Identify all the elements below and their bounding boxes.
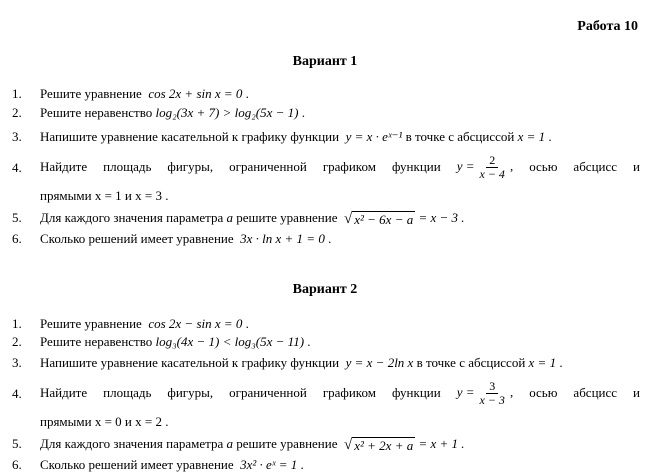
punct: .: [245, 86, 249, 101]
task-number: 4.: [12, 386, 22, 401]
task-text: Напишите уравнение касательной к графику функции: [40, 129, 340, 144]
task-formula: log₃(4x − 1) < log₃(5x − 11): [155, 334, 305, 349]
task-number: 5.: [12, 210, 22, 225]
word: площадь: [103, 159, 152, 174]
task-text: Решите неравенство: [40, 334, 153, 349]
punct: .: [300, 457, 304, 472]
word: графиком: [322, 385, 376, 400]
radicand: x² + 2x + a: [354, 438, 414, 454]
task-formula: cos 2x − sin x = 0: [148, 316, 243, 331]
task-number: 4.: [12, 160, 22, 175]
word: фигуры,: [167, 159, 214, 174]
func-lhs: y =: [456, 383, 475, 399]
task-text-mid: решите уравнение: [236, 436, 338, 451]
task-formula: cos 2x + sin x = 0: [148, 86, 243, 101]
word: фигуры,: [167, 385, 214, 400]
task-text: Решите неравенство: [40, 105, 153, 120]
word: графиком: [322, 159, 376, 174]
sqrt-sign: √ x² + 2x + a: [344, 437, 414, 454]
word: абсцисс: [573, 159, 618, 174]
task-text: Решите уравнение: [40, 86, 142, 101]
param: a: [226, 436, 233, 451]
word: и: [633, 159, 640, 174]
task-number: 2.: [12, 334, 22, 349]
radicand: x² − 6x − a: [354, 212, 414, 228]
task-formula: log₂(3x + 7) > log₂(5x − 1): [155, 105, 299, 120]
punct: .: [548, 129, 552, 144]
task-number: 6.: [12, 457, 22, 472]
task-formula-fraction: y = $\frac{3}{x - 3}$ ,: [456, 378, 514, 407]
task-number: 5.: [12, 436, 22, 451]
task-formula: = x + 1 .: [418, 436, 465, 451]
numerator: 2: [486, 154, 498, 168]
task-number: 3.: [12, 355, 22, 370]
task-text: Сколько решений имеет уравнение: [40, 457, 234, 472]
word: осью: [529, 159, 558, 174]
word: функции: [391, 385, 441, 400]
task-text: Для каждого значения параметра: [40, 436, 224, 451]
task-formula: 3x² · eˣ = 1: [240, 457, 298, 472]
task-formula-point: x = 1: [517, 129, 546, 144]
task-number: 6.: [12, 231, 22, 246]
word: ограниченной: [229, 385, 307, 400]
task-formula-fraction: y = $\frac{2}{x - 4}$ ,: [456, 152, 514, 181]
task-text-mid: в точке с абсциссой: [405, 129, 515, 144]
word: площадь: [103, 385, 152, 400]
task-text-mid: в точке с абсциссой: [416, 355, 526, 370]
punct: .: [301, 105, 305, 120]
task-text: Решите уравнение: [40, 316, 142, 331]
punct: .: [307, 334, 311, 349]
punct: .: [559, 355, 563, 370]
variant-2-title: Вариант 2: [292, 282, 358, 297]
task-text: прямыми x = 0 и x = 2 .: [40, 414, 169, 429]
task-text: Напишите уравнение касательной к графику функции: [40, 355, 340, 370]
punct: .: [328, 231, 332, 246]
work-title: Работа 10: [577, 19, 638, 34]
numerator: 3: [486, 380, 498, 394]
func-lhs: y =: [456, 157, 475, 173]
punct: .: [245, 316, 249, 331]
word: абсцисс: [573, 385, 618, 400]
word: ограниченной: [229, 159, 307, 174]
param: a: [226, 210, 233, 225]
denominator: x − 3: [479, 392, 505, 407]
word: осью: [529, 385, 558, 400]
word: Найдите: [40, 385, 88, 400]
task-formula: = x − 3 .: [418, 210, 465, 225]
task-number: 1.: [12, 316, 22, 331]
v1-task-4: [12, 152, 640, 182]
task-formula: y = x − 2ln x: [345, 355, 414, 370]
word: Найдите: [40, 159, 88, 174]
task-formula-point: x = 1: [528, 355, 557, 370]
denominator: x − 4: [479, 166, 505, 181]
task-formula: 3x · ln x + 1 = 0: [240, 231, 325, 246]
task-formula: y = x · eˣ⁻¹: [345, 129, 403, 144]
task-number: 3.: [12, 129, 22, 144]
task-text: прямыми x = 1 и x = 3 .: [40, 188, 169, 203]
task-text-mid: решите уравнение: [236, 210, 338, 225]
v2-task-4: [12, 378, 640, 408]
task-text: Для каждого значения параметра: [40, 210, 224, 225]
variant-1-title: Вариант 1: [292, 54, 358, 69]
word: функции: [391, 159, 441, 174]
task-number: 2.: [12, 105, 22, 120]
word: и: [633, 385, 640, 400]
task-text: Сколько решений имеет уравнение: [40, 231, 234, 246]
sqrt-sign: √ x² − 6x − a: [344, 211, 414, 228]
task-number: 1.: [12, 86, 22, 101]
